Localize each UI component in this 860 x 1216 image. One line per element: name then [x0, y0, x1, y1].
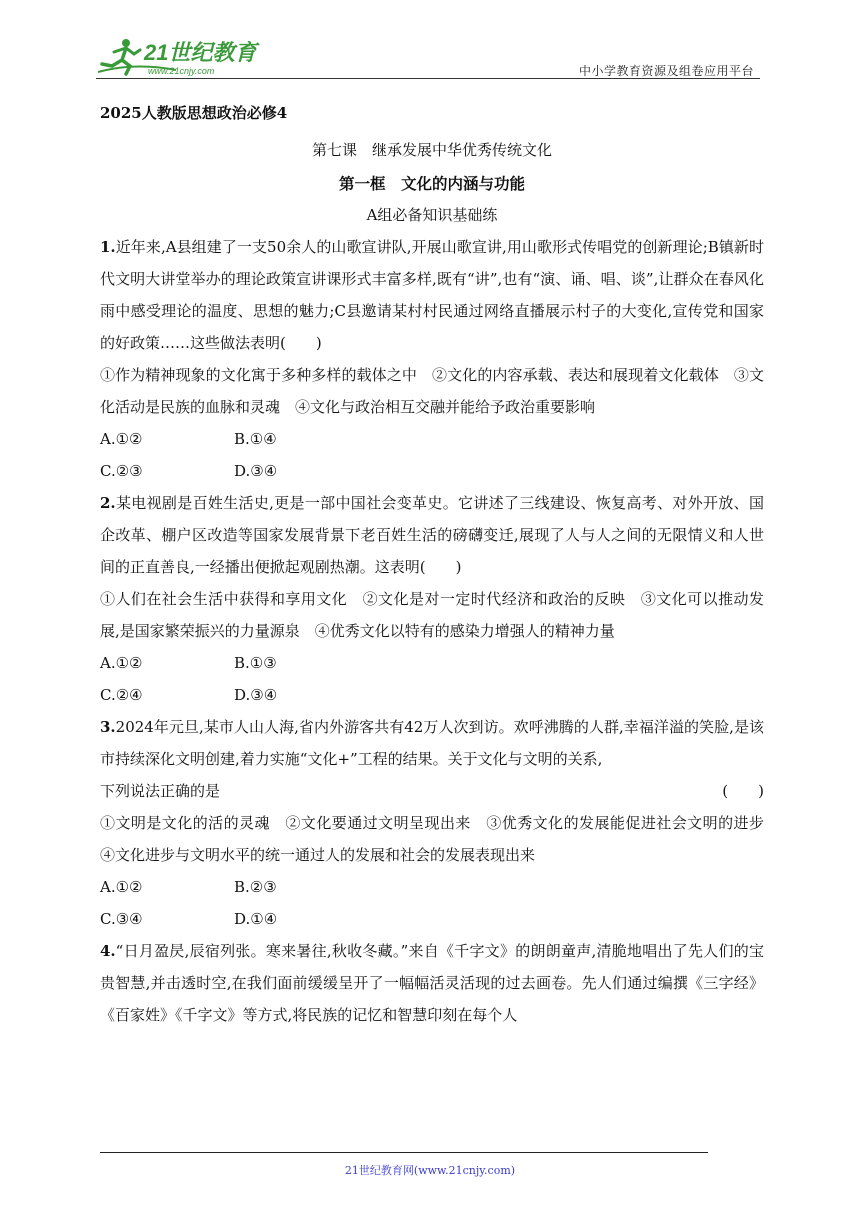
option-c[interactable]: C.②④	[100, 686, 143, 704]
option-b[interactable]: B.①④	[234, 430, 277, 448]
question-stem	[100, 711, 764, 775]
question-text-tail: 下列说法正确的是	[100, 782, 221, 800]
question-text: 2024年元旦,某市人山人海,省内外游客共有42万人次到访。欢呼沸腾的人群,幸福洋溢的笑脸,是该市持续深化文明创建,着力实施“文化+”工程的结果。关于文化与文明的关系,	[100, 718, 764, 768]
svg-text:21世纪教育: 21世纪教育	[144, 40, 257, 65]
question-stem	[100, 487, 764, 583]
options-row	[100, 903, 764, 935]
document-title: 2025人教版思想政治必修4	[100, 104, 288, 122]
header-divider	[96, 78, 760, 79]
footer-divider	[100, 1152, 708, 1153]
option-d[interactable]: D.③④	[234, 686, 278, 704]
lesson-heading: 第七课 继承发展中华优秀传统文化	[311, 141, 552, 159]
footer-link[interactable]: 21世纪教育网(www.21cnjy.com)	[344, 1164, 516, 1177]
options-row	[100, 647, 764, 679]
question-number: 1.	[100, 238, 116, 256]
option-a[interactable]: A.①②	[100, 430, 143, 448]
svg-text:www.21cnjy.com: www.21cnjy.com	[148, 66, 215, 76]
frame-heading: 第一框 文化的内涵与功能	[338, 174, 525, 193]
options-row	[100, 423, 764, 455]
question-stem-last-line	[100, 775, 764, 807]
option-b[interactable]: B.②③	[234, 878, 277, 896]
question-text: 近年来,A县组建了一支50余人的山歌宣讲队,开展山歌宣讲,用山歌形式传唱党的创新理论;B镇新时代文明大讲堂举办的理论政策宣讲课形式丰富多样,既有“讲”,也有“演、诵、唱、谈”,让群众在春风化雨中感受理论的温度、思想的魅力;C县邀请某村村民通过网络直播展示村子的大变化,宣传党和国家的好政策……这些做法表明( )	[100, 238, 764, 352]
question-2	[100, 487, 764, 711]
options-row	[100, 679, 764, 711]
question-number: 2.	[100, 494, 116, 512]
option-c[interactable]: C.②③	[100, 462, 143, 480]
question-statements: ①人们在社会生活中获得和享用文化 ②文化是对一定时代经济和政治的反映 ③文化可以推动发展,是国家繁荣振兴的力量源泉 ④优秀文化以特有的感染力增强人的精神力量	[100, 590, 764, 640]
option-d[interactable]: D.①④	[234, 910, 278, 928]
question-statements: ①文明是文化的活的灵魂 ②文化要通过文明呈现出来 ③优秀文化的发展能促进社会文明的进步 ④文化进步与文明水平的统一通过人的发展和社会的发展表现出来	[100, 814, 780, 864]
group-heading: A组必备知识基础练	[366, 206, 498, 224]
question-number: 4.	[100, 942, 116, 960]
site-logo[interactable]	[96, 36, 266, 80]
option-a[interactable]: A.①②	[100, 878, 143, 896]
options-row	[100, 871, 764, 903]
question-text: “日月盈昃,辰宿列张。寒来暑往,秋收冬藏。”来自《千字文》的朗朗童声,清脆地唱出了先人们的宝贵智慧,并击透时空,在我们面前缓缓呈开了一幅幅活灵活现的过去画卷。先人们通过编撰《三字经》《百家姓》《千字文》等方式,将民族的记忆和智慧印刻在每个人	[100, 942, 764, 1024]
question-stem	[100, 935, 764, 1031]
answer-paren: ( )	[722, 782, 764, 800]
options-row	[100, 455, 764, 487]
question-text: 某电视剧是百姓生活史,更是一部中国社会变革史。它讲述了三线建设、恢复高考、对外开放、国企改革、棚户区改造等国家发展背景下老百姓生活的磅礴变迁,展现了人与人之间的无限情义和人世间的正直善良,一经播出便掀起观剧热潮。这表明( )	[100, 494, 764, 576]
platform-tagline: 中小学教育资源及组卷应用平台	[578, 64, 754, 78]
question-number: 3.	[100, 718, 116, 736]
question-1	[100, 231, 764, 487]
option-a[interactable]: A.①②	[100, 654, 143, 672]
question-3	[100, 711, 780, 935]
option-d[interactable]: D.③④	[234, 462, 278, 480]
question-stem	[100, 231, 764, 359]
page-header	[96, 36, 760, 80]
option-b[interactable]: B.①③	[234, 654, 277, 672]
logo-runner-icon	[96, 36, 266, 80]
option-c[interactable]: C.③④	[100, 910, 143, 928]
document-body	[100, 102, 780, 1031]
question-statements: ①作为精神现象的文化寓于多种多样的载体之中 ②文化的内容承载、表达和展现着文化载体 ③文化活动是民族的血脉和灵魂 ④文化与政治相互交融并能给予政治重要影响	[100, 366, 764, 416]
question-4	[100, 935, 764, 1031]
